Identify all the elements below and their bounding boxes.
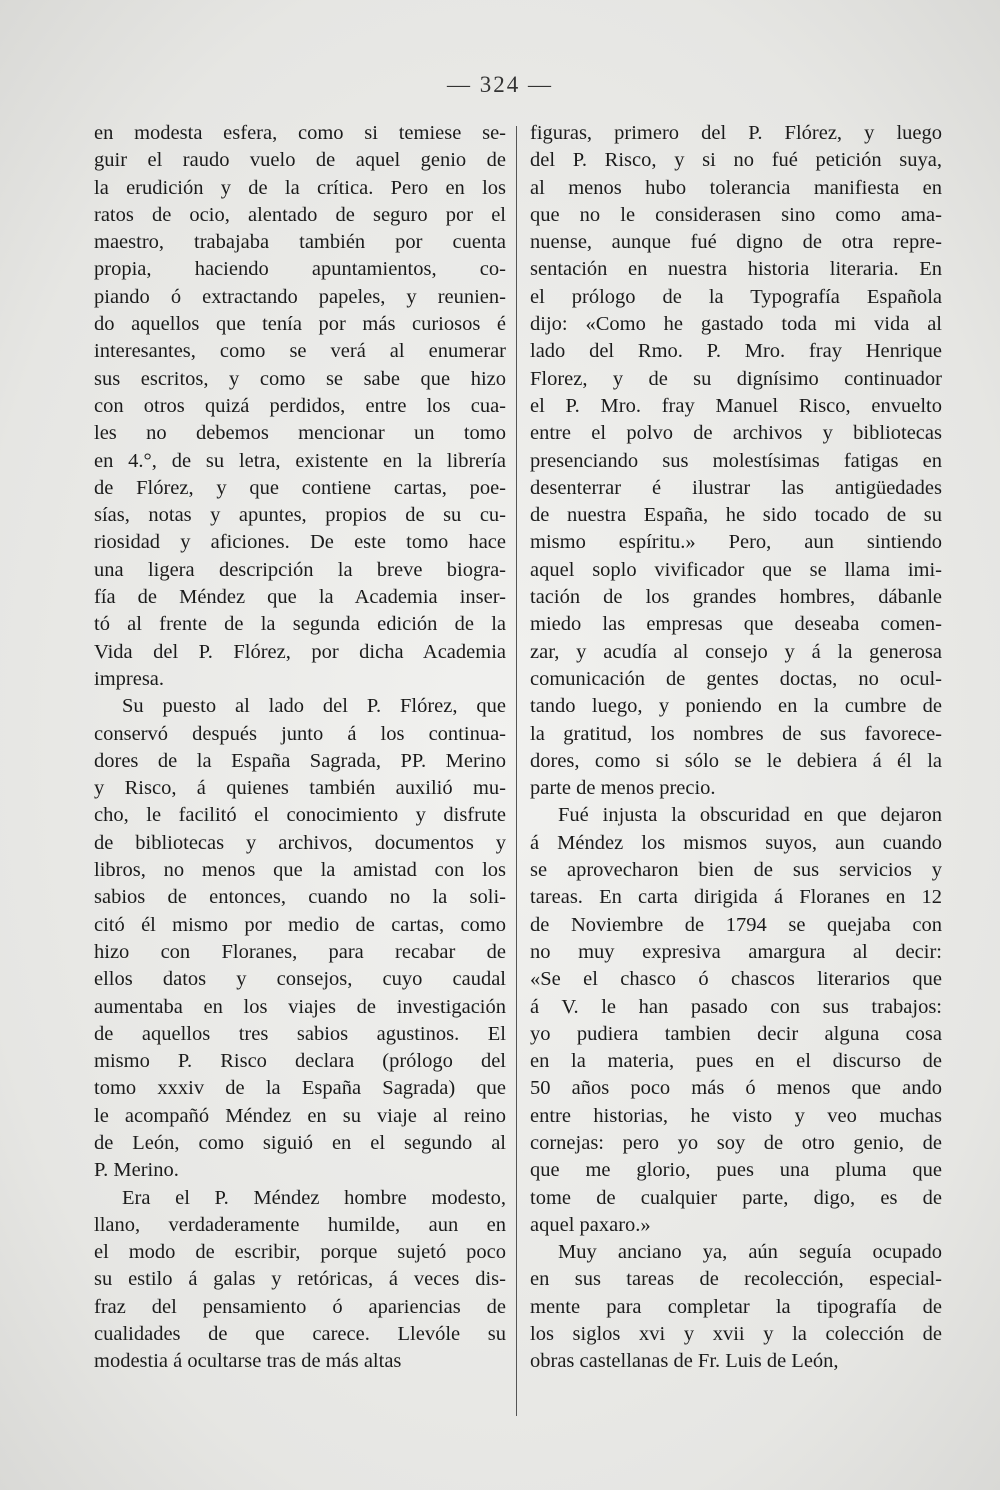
text-line: maestro, trabajaba también por cuenta [94, 231, 506, 254]
text-line: interesantes, como se verá al enumerar [94, 340, 506, 363]
text-line: guir el raudo vuelo de aquel genio de [94, 149, 506, 172]
text-line: llano, verdaderamente humilde, aun en [94, 1213, 506, 1236]
text-line: mismo P. Risco declara (prólogo del [94, 1050, 506, 1073]
text-line: mismo espíritu.» Pero, aun sintiendo [530, 531, 942, 554]
text-line: Fué injusta la obscuridad en que dejaron [558, 804, 942, 827]
text-line: les no debemos mencionar un tomo [94, 422, 506, 445]
text-line: impresa. [94, 667, 165, 690]
text-line: tó al frente de la segunda edición de la [94, 613, 506, 636]
text-line: que no le considerasen sino como ama- [530, 203, 942, 226]
text-line: entre el polvo de archivos y bibliotecas [530, 422, 942, 445]
text-line: en sus tareas de recolección, especial- [530, 1268, 942, 1291]
paragraph [94, 120, 506, 693]
text-line: se aprovecharon bien de sus servicios y [530, 859, 942, 882]
text-line: Su puesto al lado del P. Flórez, que [122, 695, 506, 718]
text-line: miedo las empresas que deseaba comen- [530, 613, 942, 636]
text-line: aquel paxaro.» [530, 1213, 651, 1236]
paragraph [94, 1185, 506, 1376]
text-line: de aquellos tres sabios agustinos. El [94, 1022, 506, 1045]
paragraph [530, 802, 942, 1239]
text-line: el prólogo de la Typografía Española [530, 285, 942, 308]
text-line: mente para completar la tipografía de [530, 1295, 942, 1318]
text-line: dores de la España Sagrada, PP. Merino [94, 749, 506, 772]
text-line: nuense, aunque fué digno de otra repre- [530, 231, 942, 254]
left-column [94, 120, 506, 1376]
text-line: Florez, y de su dignísimo continuador [530, 367, 942, 390]
text-line: á V. le han pasado con sus trabajos: [530, 995, 942, 1018]
text-line: comunicación de gentes doctas, no ocul- [530, 667, 942, 690]
text-line: tareas. En carta dirigida á Floranes en 12 [530, 886, 942, 909]
text-line: dores, como si sólo se le debiera á él la [530, 749, 942, 772]
text-line: de nuestra España, he sido tocado de su [530, 504, 942, 527]
text-line: al menos hubo tolerancia manifiesta en [530, 176, 942, 199]
text-line: tación de los grandes hombres, dábanle [530, 586, 942, 609]
text-line: Era el P. Méndez hombre modesto, [122, 1186, 506, 1209]
text-line: yo pudiera tambien decir alguna cosa [530, 1022, 942, 1045]
text-line: tome de cualquier parte, digo, es de [530, 1186, 942, 1209]
text-line: cho, le facilitó el conocimiento y disfrute [94, 804, 506, 827]
text-line: y Risco, á quienes también auxilió mu- [94, 777, 506, 800]
text-line: presenciando sus molestísimas fatigas en [530, 449, 942, 472]
text-line: 50 años poco más ó menos que ando [530, 1077, 942, 1100]
text-line: conservó después junto á los continua- [94, 722, 506, 745]
column-divider [516, 126, 517, 1416]
text-line: ratos de ocio, alentado de seguro por el [94, 203, 506, 226]
text-line: sentación en nuestra historia literaria. En [530, 258, 942, 281]
text-line: parte de menos precio. [530, 777, 716, 800]
page-number: — 324 — [447, 72, 553, 97]
text-line: en modesta esfera, como si temiese se- [94, 122, 506, 144]
text-line: del P. Risco, y si no fué petición suya, [530, 149, 942, 172]
text-line: fraz del pensamiento ó apariencias de [94, 1295, 506, 1318]
text-line: le acompañó Méndez en su viaje al reino [94, 1104, 506, 1127]
paragraph [530, 1239, 942, 1375]
text-line: modestia á ocultarse tras de más altas [94, 1350, 402, 1373]
text-line: de Noviembre de 1794 se quejaba con [530, 913, 942, 936]
text-line: los siglos xvi y xvii y la colección de [530, 1323, 942, 1346]
text-line: una ligera descripción la breve biogra- [94, 558, 506, 581]
text-line: aumentaba en los viajes de investigación [94, 995, 506, 1018]
text-line: en la materia, pues en el discurso de [530, 1050, 942, 1073]
text-line: sabios de entonces, cuando no la soli- [94, 886, 506, 909]
paragraph [94, 693, 506, 1184]
paragraph [530, 120, 942, 802]
text-line: libros, no menos que la amistad con los [94, 859, 506, 882]
text-line: desenterrar é ilustrar las antigüedades [530, 476, 942, 499]
text-line: Muy anciano ya, aún seguía ocupado [558, 1241, 942, 1264]
text-line: la erudición y de la crítica. Pero en los [94, 176, 506, 199]
text-line: la gratitud, los nombres de sus favorece- [530, 722, 942, 745]
text-line: do aquellos que tenía por más curiosos é [94, 313, 506, 336]
text-line: riosidad y aficiones. De este tomo hace [94, 531, 506, 554]
text-line: citó él mismo por medio de cartas, como [94, 913, 506, 936]
text-line: fía de Méndez que la Academia inser- [94, 586, 506, 609]
text-line: piando ó extractando papeles, y reunien- [94, 285, 506, 308]
text-line: el modo de escribir, porque sujetó poco [94, 1241, 506, 1264]
text-line: no muy expresiva amargura al decir: [530, 940, 942, 963]
text-line: cualidades de que carece. Llevóle su [94, 1323, 506, 1346]
text-line: «Se el chasco ó chascos literarios que [530, 968, 942, 991]
text-line: zar, y acudía al consejo y á la generosa [530, 640, 942, 663]
text-line: en 4.°, de su letra, existente en la librería [94, 449, 506, 472]
text-line: figuras, primero del P. Flórez, y luego [530, 122, 942, 144]
text-line: de León, como siguió en el segundo al [94, 1131, 506, 1154]
text-line: obras castellanas de Fr. Luis de León, [530, 1350, 839, 1373]
text-line: Vida del P. Flórez, por dicha Academia [94, 640, 506, 663]
text-line: P. Merino. [94, 1159, 179, 1182]
right-column [530, 120, 942, 1376]
text-line: de bibliotecas y archivos, documentos y [94, 831, 506, 854]
text-line: ellos datos y consejos, cuyo caudal [94, 968, 506, 991]
text-line: hizo con Floranes, para recabar de [94, 940, 506, 963]
text-line: sus escritos, y como se sabe que hizo [94, 367, 506, 390]
text-line: que me glorio, pues una pluma que [530, 1159, 942, 1182]
text-line: tando luego, y poniendo en la cumbre de [530, 695, 942, 718]
text-line: el P. Mro. fray Manuel Risco, envuelto [530, 394, 942, 417]
text-line: lado del Rmo. P. Mro. fray Henrique [530, 340, 942, 363]
text-line: sías, notas y apuntes, propios de su cu- [94, 504, 506, 527]
text-line: aquel soplo vivificador que se llama imi- [530, 558, 942, 581]
text-line: dijo: «Como he gastado toda mi vida al [530, 313, 942, 336]
text-line: con otros quizá perdidos, entre los cua- [94, 394, 506, 417]
text-line: á Méndez los mismos suyos, aun cuando [530, 831, 942, 854]
text-line: entre historias, he visto y veo muchas [530, 1104, 942, 1127]
text-line: cornejas: pero yo soy de otro genio, de [530, 1131, 942, 1154]
text-line: de Flórez, y que contiene cartas, poe- [94, 476, 506, 499]
text-line: tomo xxxiv de la España Sagrada) que [94, 1077, 506, 1100]
text-line: propia, haciendo apuntamientos, co- [94, 258, 506, 281]
text-line: su estilo á galas y retóricas, á veces dis- [94, 1268, 506, 1291]
